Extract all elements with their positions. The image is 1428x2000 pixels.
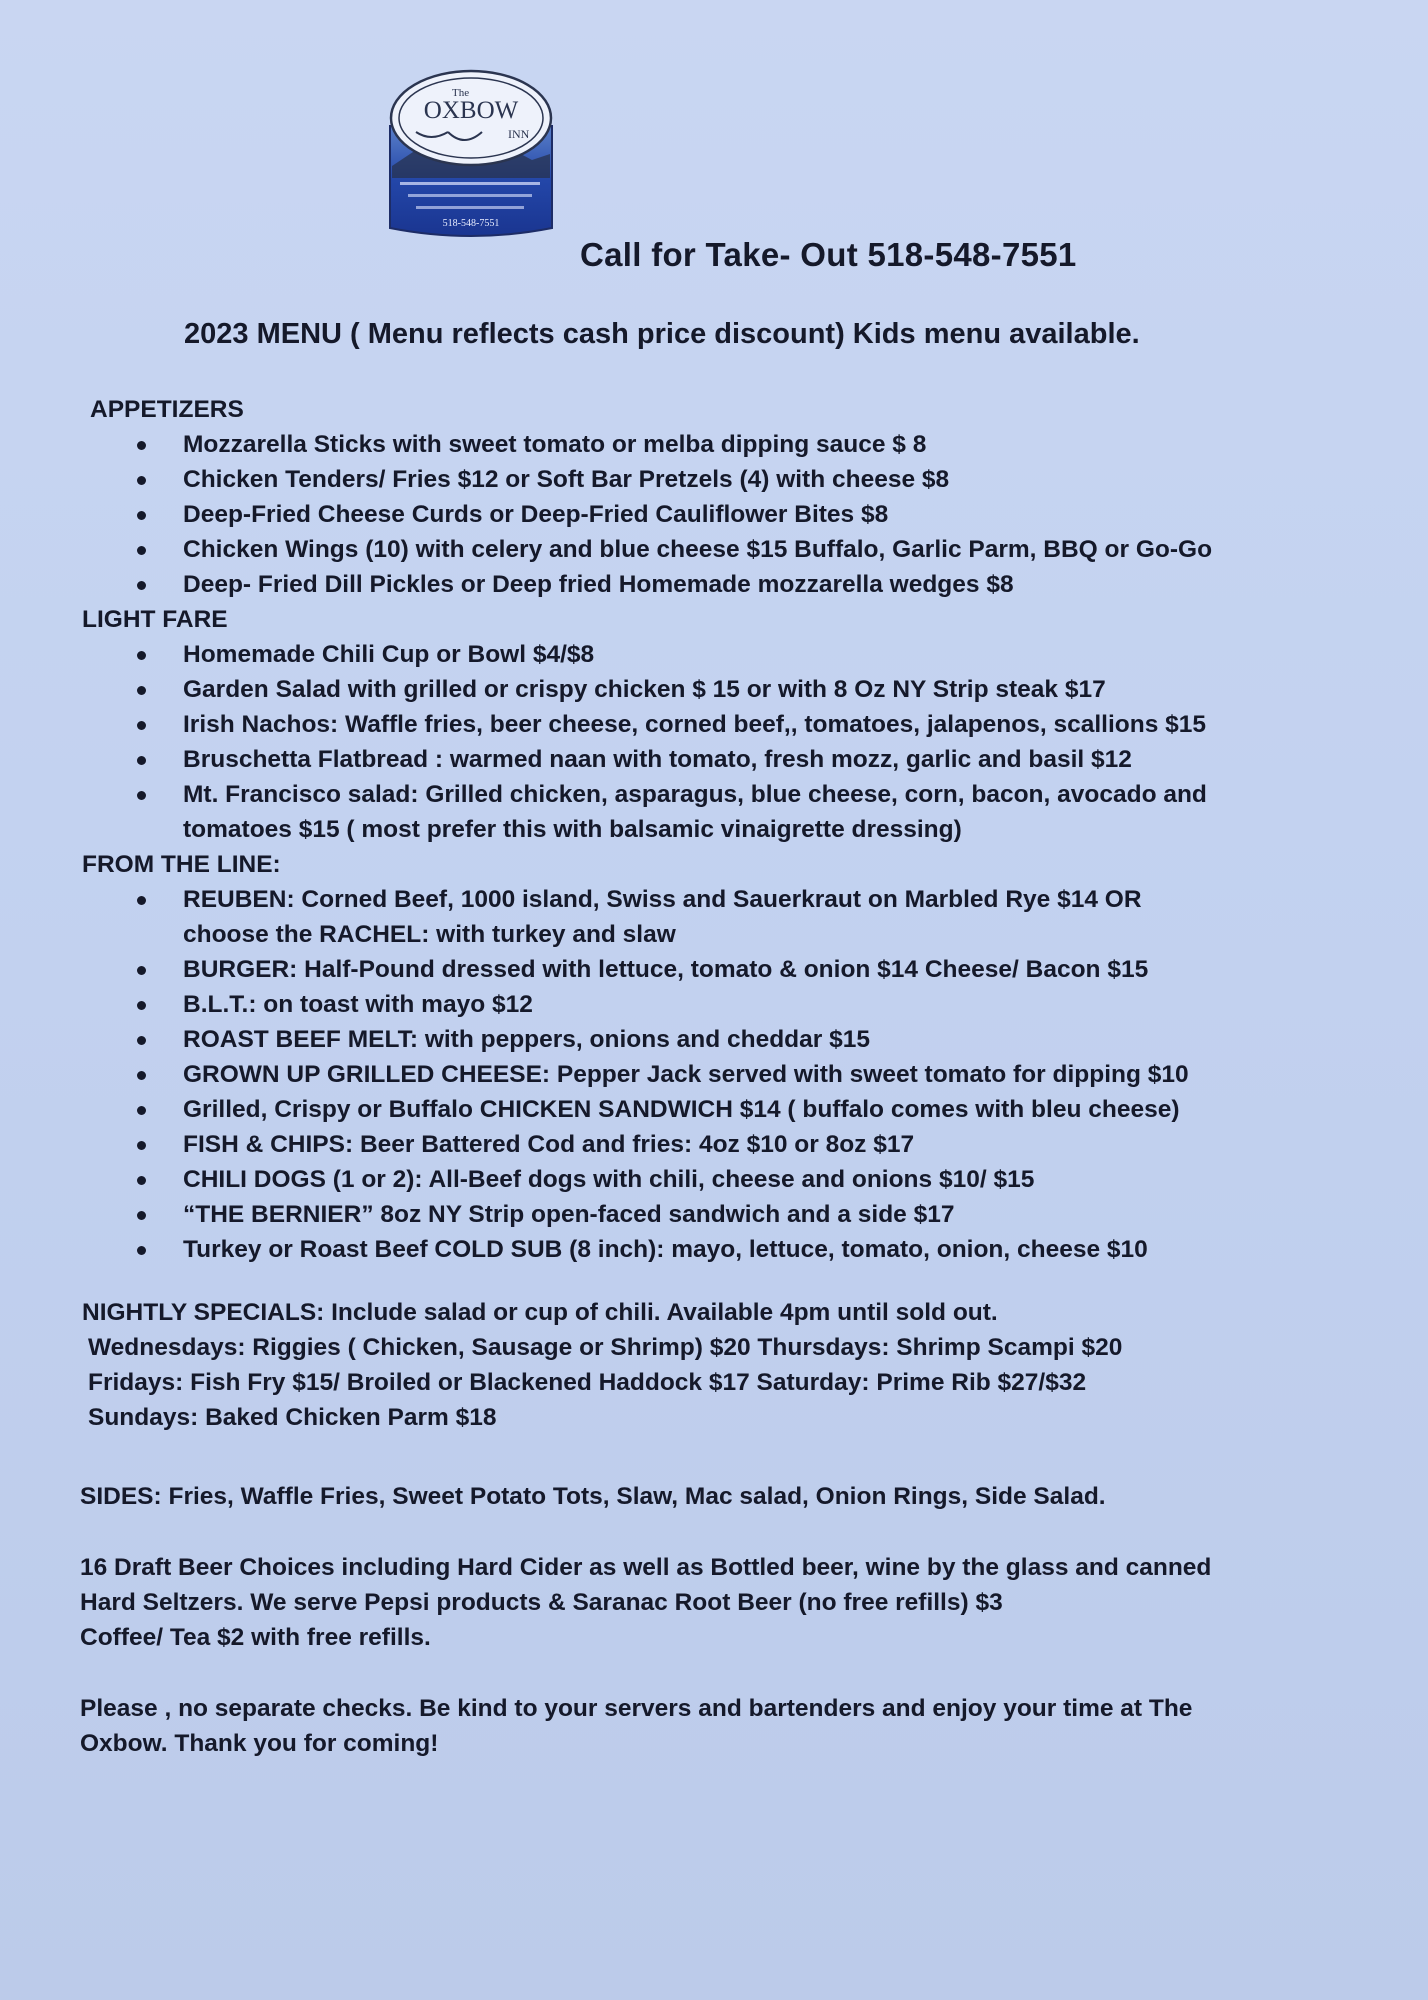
- nightly-specials-line: Wednesdays: Riggies ( Chicken, Sausage or Shrimp) $20 Thursdays: Shrimp Scampi $20: [88, 1334, 1123, 1361]
- list-item: Turkey or Roast Beef COLD SUB (8 inch): mayo, lettuce, tomato, onion, cheese $10: [183, 1232, 1350, 1267]
- nightly-specials-line: Sundays: Baked Chicken Parm $18: [88, 1404, 497, 1431]
- list-item: Chicken Wings (10) with celery and blue cheese $15 Buffalo, Garlic Parm, BBQ or Go-Go: [183, 532, 1350, 567]
- oxbow-inn-logo: [386, 66, 556, 246]
- list-item: Bruschetta Flatbread : warmed naan with tomato, fresh mozz, garlic and basil $12: [183, 742, 1350, 777]
- closing-line: Oxbow. Thank you for coming!: [80, 1730, 439, 1757]
- list-item: Grilled, Crispy or Buffalo CHICKEN SANDWICH $14 ( buffalo comes with bleu cheese): [183, 1092, 1350, 1127]
- menu-content: [80, 392, 1350, 1761]
- nightly-specials-heading: NIGHTLY SPECIALS: Include salad or cup of chili. Available 4pm until sold out.: [82, 1299, 998, 1326]
- list-item: BURGER: Half-Pound dressed with lettuce, tomato & onion $14 Cheese/ Bacon $15: [183, 952, 1350, 987]
- list-item: GROWN UP GRILLED CHEESE: Pepper Jack served with sweet tomato for dipping $10: [183, 1057, 1350, 1092]
- logo-phone-text: 518-548-7551: [442, 218, 500, 229]
- takeout-phone: Call for Take- Out 518-548-7551: [580, 236, 1077, 273]
- light-fare-heading: LIGHT FARE: [82, 606, 228, 633]
- list-item: ROAST BEEF MELT: with peppers, onions and cheddar $15: [183, 1022, 1350, 1057]
- list-item: Irish Nachos: Waffle fries, beer cheese, corned beef,, tomatoes, jalapenos, scallions $15: [183, 707, 1350, 742]
- list-item: CHILI DOGS (1 or 2): All-Beef dogs with chili, cheese and onions $10/ $15: [183, 1162, 1350, 1197]
- list-item: B.L.T.: on toast with mayo $12: [183, 987, 1350, 1022]
- logo-inn-text: INN: [508, 127, 530, 141]
- light-fare-list: [80, 637, 1350, 847]
- menu-title: 2023 MENU ( Menu reflects cash price discount) Kids menu available.: [184, 318, 1140, 350]
- list-item: “THE BERNIER” 8oz NY Strip open-faced sandwich and a side $17: [183, 1197, 1350, 1232]
- sides-text: SIDES: Fries, Waffle Fries, Sweet Potato Tots, Slaw, Mac salad, Onion Rings, Side Salad.: [80, 1483, 1106, 1510]
- list-item: FISH & CHIPS: Beer Battered Cod and fries: 4oz $10 or 8oz $17: [183, 1127, 1350, 1162]
- from-the-line-list: [80, 882, 1350, 1267]
- appetizers-list: [80, 427, 1350, 602]
- list-item: Mozzarella Sticks with sweet tomato or melba dipping sauce $ 8: [183, 427, 1350, 462]
- logo-the-text: The: [452, 87, 470, 99]
- drinks-line: Hard Seltzers. We serve Pepsi products & Saranac Root Beer (no free refills) $3: [80, 1589, 1003, 1616]
- list-item: Garden Salad with grilled or crispy chicken $ 15 or with 8 Oz NY Strip steak $17: [183, 672, 1350, 707]
- list-item: Chicken Tenders/ Fries $12 or Soft Bar Pretzels (4) with cheese $8: [183, 462, 1350, 497]
- list-item: Mt. Francisco salad: Grilled chicken, asparagus, blue cheese, corn, bacon, avocado and tomatoes $15 ( most prefer this with balsamic vinaigrette dressing): [183, 777, 1350, 847]
- closing-line: Please , no separate checks. Be kind to your servers and bartenders and enjoy your time at The: [80, 1695, 1193, 1722]
- list-item: Homemade Chili Cup or Bowl $4/$8: [183, 637, 1350, 672]
- logo-oxbow-text: OXBOW: [423, 97, 519, 124]
- list-item: REUBEN: Corned Beef, 1000 island, Swiss and Sauerkraut on Marbled Rye $14 OR choose the RACHEL: with turkey and slaw: [183, 882, 1350, 952]
- list-item: Deep- Fried Dill Pickles or Deep fried Homemade mozzarella wedges $8: [183, 567, 1350, 602]
- drinks-line: Coffee/ Tea $2 with free refills.: [80, 1624, 431, 1651]
- nightly-specials-line: Fridays: Fish Fry $15/ Broiled or Blackened Haddock $17 Saturday: Prime Rib $27/$32: [88, 1369, 1087, 1396]
- from-the-line-heading: FROM THE LINE:: [82, 851, 281, 878]
- drinks-line: 16 Draft Beer Choices including Hard Cider as well as Bottled beer, wine by the glass and canned: [80, 1554, 1212, 1581]
- appetizers-heading: APPETIZERS: [90, 396, 244, 423]
- list-item: Deep-Fried Cheese Curds or Deep-Fried Cauliflower Bites $8: [183, 497, 1350, 532]
